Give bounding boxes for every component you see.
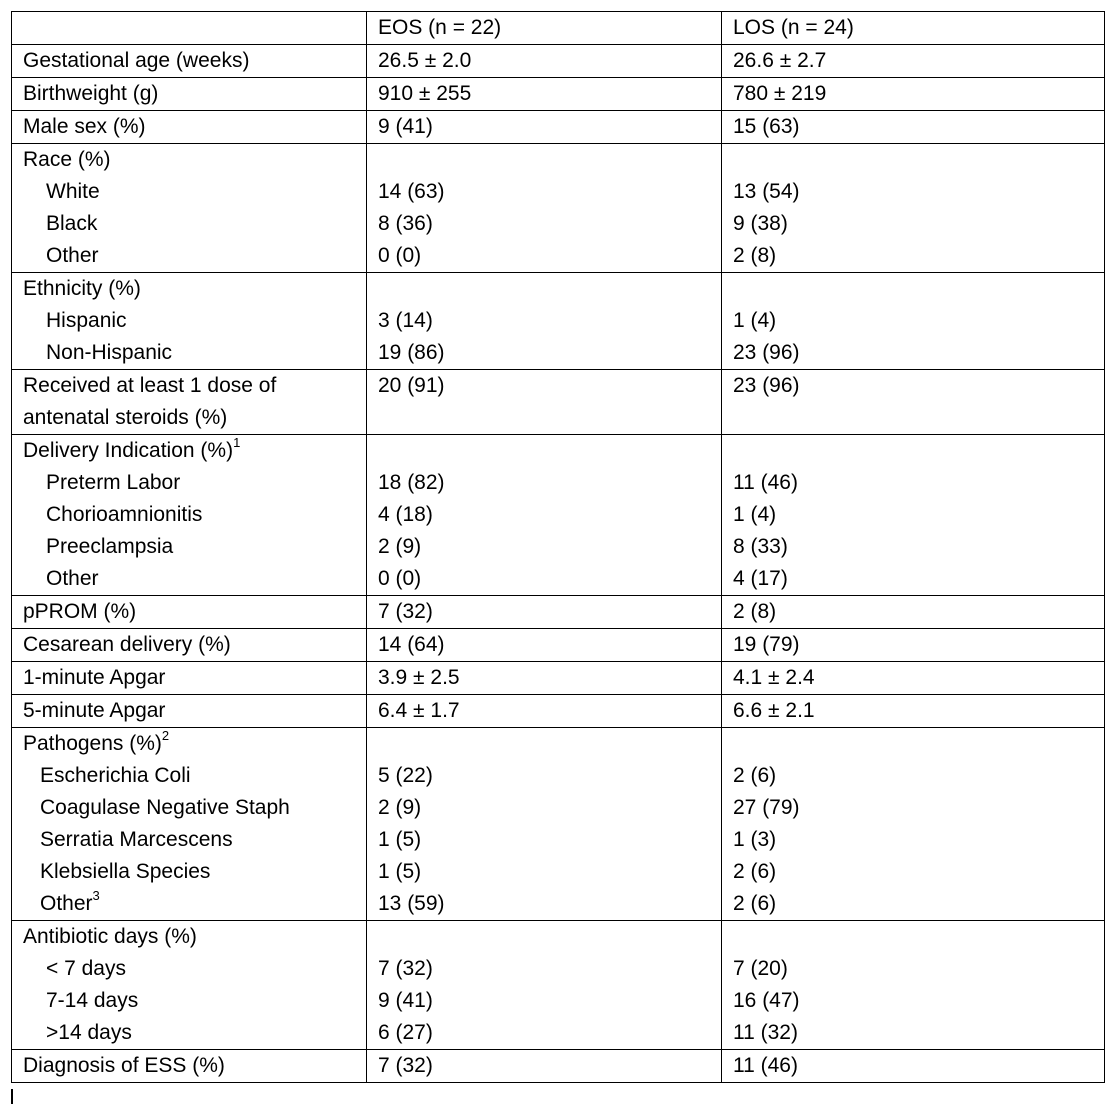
footnote-marker: 2	[161, 728, 170, 743]
table-row-race	[12, 144, 1105, 273]
footnote-marker: 1	[233, 435, 241, 450]
eos-value: 9 (41)	[367, 111, 722, 144]
row-label: Pathogens (%)$^2$ Escherichia Coli Coagulase Negative Staph Serratia Marcescens Klebsiella Species Other$^3$	[12, 728, 367, 921]
los-value: 15 (63)	[722, 111, 1105, 144]
los-value: 11 (46) 1 (4) 8 (33) 4 (17)	[722, 435, 1105, 596]
los-value: 4.1 ± 2.4	[722, 662, 1105, 695]
eos-value: 7 (32)	[367, 596, 722, 629]
row-label: Race (%) White Black Other	[12, 144, 367, 273]
los-value: 1 (4) 23 (96)	[722, 273, 1105, 370]
los-value: 23 (96)	[722, 370, 1105, 435]
row-label: 1-minute Apgar	[12, 662, 367, 695]
row-label: Birthweight (g)	[12, 78, 367, 111]
header-los: LOS (n = 24)	[722, 12, 1105, 45]
eos-value: 7 (32) 9 (41) 6 (27)	[367, 921, 722, 1050]
table-row	[12, 629, 1105, 662]
eos-value: 14 (64)	[367, 629, 722, 662]
eos-value: 7 (32)	[367, 1050, 722, 1083]
eos-value: 5 (22) 2 (9) 1 (5) 1 (5) 13 (59)	[367, 728, 722, 921]
table-row	[12, 45, 1105, 78]
eos-value: 3.9 ± 2.5	[367, 662, 722, 695]
los-value: 11 (46)	[722, 1050, 1105, 1083]
row-label: Received at least 1 dose of antenatal steroids (%)	[12, 370, 367, 435]
header-eos: EOS (n = 22)	[367, 12, 722, 45]
los-value: 7 (20) 16 (47) 11 (32)	[722, 921, 1105, 1050]
los-value: 26.6 ± 2.7	[722, 45, 1105, 78]
row-label: Male sex (%)	[12, 111, 367, 144]
eos-value: 910 ± 255	[367, 78, 722, 111]
los-value: 19 (79)	[722, 629, 1105, 662]
eos-value: 20 (91)	[367, 370, 722, 435]
table-row-ethnicity	[12, 273, 1105, 370]
row-label: Delivery Indication (%)$^1$ Preterm Labor Chorioamnionitis Preeclampsia Other	[12, 435, 367, 596]
table-row	[12, 111, 1105, 144]
eos-value: 26.5 ± 2.0	[367, 45, 722, 78]
header-empty-cell	[12, 12, 367, 45]
demographics-table	[11, 11, 1105, 1083]
row-label: Antibiotic days (%) < 7 days 7-14 days >14 days	[12, 921, 367, 1050]
los-value: 780 ± 219	[722, 78, 1105, 111]
table-row	[12, 78, 1105, 111]
footnote-marker: 3	[92, 888, 100, 903]
table-row	[12, 596, 1105, 629]
eos-value: 3 (14) 19 (86)	[367, 273, 722, 370]
los-value: 13 (54) 9 (38) 2 (8)	[722, 144, 1105, 273]
table-row-antibiotics	[12, 921, 1105, 1050]
row-label: Cesarean delivery (%)	[12, 629, 367, 662]
los-value: 2 (8)	[722, 596, 1105, 629]
header-row	[12, 12, 1105, 45]
row-label: 5-minute Apgar	[12, 695, 367, 728]
table-row-delivery	[12, 435, 1105, 596]
row-label: pPROM (%)	[12, 596, 367, 629]
row-label: Ethnicity (%) Hispanic Non-Hispanic	[12, 273, 367, 370]
eos-value: 18 (82) 4 (18) 2 (9) 0 (0)	[367, 435, 722, 596]
table-row	[12, 1050, 1105, 1083]
table-row	[12, 662, 1105, 695]
row-label: Diagnosis of ESS (%)	[12, 1050, 367, 1083]
los-value: 2 (6) 27 (79) 1 (3) 2 (6) 2 (6)	[722, 728, 1105, 921]
eos-value: 6.4 ± 1.7	[367, 695, 722, 728]
los-value: 6.6 ± 2.1	[722, 695, 1105, 728]
row-label: Gestational age (weeks)	[12, 45, 367, 78]
table-row-pathogens	[12, 728, 1105, 921]
table-row-steroids	[12, 370, 1105, 435]
table-row	[12, 695, 1105, 728]
text-cursor	[11, 1089, 13, 1104]
eos-value: 14 (63) 8 (36) 0 (0)	[367, 144, 722, 273]
